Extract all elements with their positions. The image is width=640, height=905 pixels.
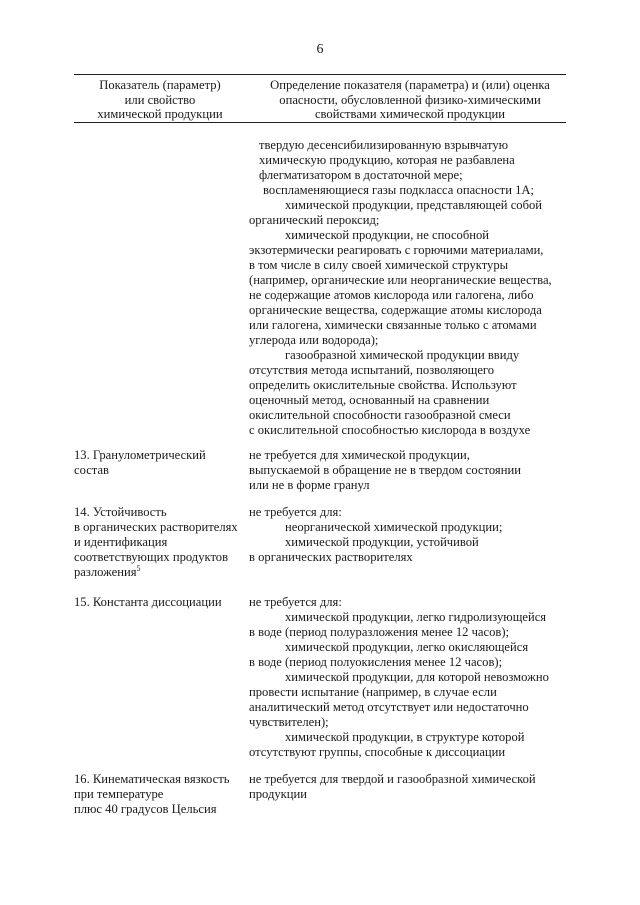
text-line: в воде (период полуразложения менее 12 часов); <box>249 625 510 639</box>
parameter-line: 14. Устойчивость <box>74 505 167 519</box>
header-line: Показатель (параметр) <box>99 78 221 92</box>
parameter-line: соответствующих продуктов <box>74 550 229 564</box>
text-line: химической продукции, представляющей собой <box>285 198 543 212</box>
text-line: определить окислительные свойства. Используют <box>249 378 517 392</box>
row-16-definition <box>249 772 569 802</box>
text-line: не требуется для: <box>249 505 342 519</box>
text-line: отсутствуют группы, способные к диссоциации <box>249 745 506 759</box>
text-line: неорганической химической продукции; <box>285 520 503 534</box>
text-line: или галогена, химически связанные только с атомами <box>249 318 537 332</box>
text-line: газообразной химической продукции ввиду <box>285 348 520 362</box>
text-line: с окислительной способностью кислорода в воздухе <box>249 423 531 437</box>
text-line: оценочный метод, основанный на сравнении <box>249 393 490 407</box>
text-line: в органических растворителях <box>249 550 413 564</box>
text-line: химической продукции, устойчивой <box>285 535 479 549</box>
text-line: продукции <box>249 787 308 801</box>
text-line: аналитический метод отсутствует или недостаточно <box>249 700 529 714</box>
header-definition-column <box>254 78 566 122</box>
footnote-ref: 5 <box>136 564 141 573</box>
parameter-line: в органических растворителях <box>74 520 238 534</box>
text-line: не требуется для химической продукции, <box>249 448 470 462</box>
parameter-line: при температуре <box>74 787 164 801</box>
text-line: в воде (период полуокисления менее 12 часов); <box>249 655 503 669</box>
text-line: не содержащие атомов кислорода или галогена, либо <box>249 288 534 302</box>
text-line: органический пероксид; <box>249 213 380 227</box>
parameter-line: разложения$^5$ <box>74 564 141 579</box>
text-line: химическую продукцию, которая не разбавлена <box>259 153 515 167</box>
text-line: или не в форме гранул <box>249 478 370 492</box>
text-line: экзотермически реагировать с горючими материалами, <box>249 243 544 257</box>
text-line: химической продукции, для которой невозможно <box>285 670 549 684</box>
text-line: выпускаемой в обращение не в твердом состоянии <box>249 463 521 477</box>
table-header <box>74 74 566 123</box>
header-line: опасности, обусловленной физико-химическими <box>279 92 541 107</box>
parameter-line: 16. Кинематическая вязкость <box>74 772 230 786</box>
text-line: не требуется для: <box>249 595 342 609</box>
continuation-text <box>249 138 569 438</box>
row-13-parameter <box>74 448 244 478</box>
text-line: воспламеняющиеся газы подкласса опасности 1А; <box>263 183 534 197</box>
page-number: 6 <box>316 42 324 57</box>
text-line: флегматизатором в достаточной мере; <box>259 168 463 182</box>
parameter-line: 13. Гранулометрический <box>74 448 206 462</box>
text-line: чувствителен); <box>249 715 329 729</box>
row-14-definition <box>249 505 569 565</box>
text-line: органические вещества, содержащие атомы кислорода <box>249 303 542 317</box>
row-15-definition <box>249 595 569 760</box>
parameter-line: 15. Константа диссоциации <box>74 595 222 609</box>
text-line: в том числе в силу своей химической структуры <box>249 258 509 272</box>
header-line: химической продукции <box>97 107 223 121</box>
text-line: провести испытание (например, в случае если <box>249 685 497 699</box>
text-line: химической продукции, в структуре которой <box>285 730 525 744</box>
text-line: (например, органические или неорганические вещества, <box>249 273 552 287</box>
row-13-definition <box>249 448 569 493</box>
text-line: твердую десенсибилизированную взрывчатую <box>259 138 509 152</box>
text-line: химической продукции, легко гидролизующейся <box>285 610 547 624</box>
header-parameter-column <box>74 78 246 122</box>
row-15-parameter <box>74 595 244 610</box>
header-line: свойствами химической продукции <box>314 107 506 121</box>
parameter-line: и идентификация <box>74 535 168 549</box>
text-line: химической продукции, легко окисляющейся <box>285 640 529 654</box>
text-line: углерода или водорода); <box>249 333 379 347</box>
row-16-parameter <box>74 772 244 817</box>
parameter-line: плюс 40 градусов Цельсия <box>74 802 217 816</box>
row-14-parameter <box>74 505 244 580</box>
text-line: не требуется для твердой и газообразной химической <box>249 772 536 786</box>
text-line: химической продукции, не способной <box>285 228 490 242</box>
parameter-line: состав <box>74 463 109 477</box>
header-line: или свойство <box>124 92 196 107</box>
text-line: отсутствия метода испытаний, позволяющего <box>249 363 495 377</box>
text-line: окислительной способности газообразной смеси <box>249 408 511 422</box>
header-line: Определение показателя (параметра) и (или) оценка <box>270 78 550 92</box>
